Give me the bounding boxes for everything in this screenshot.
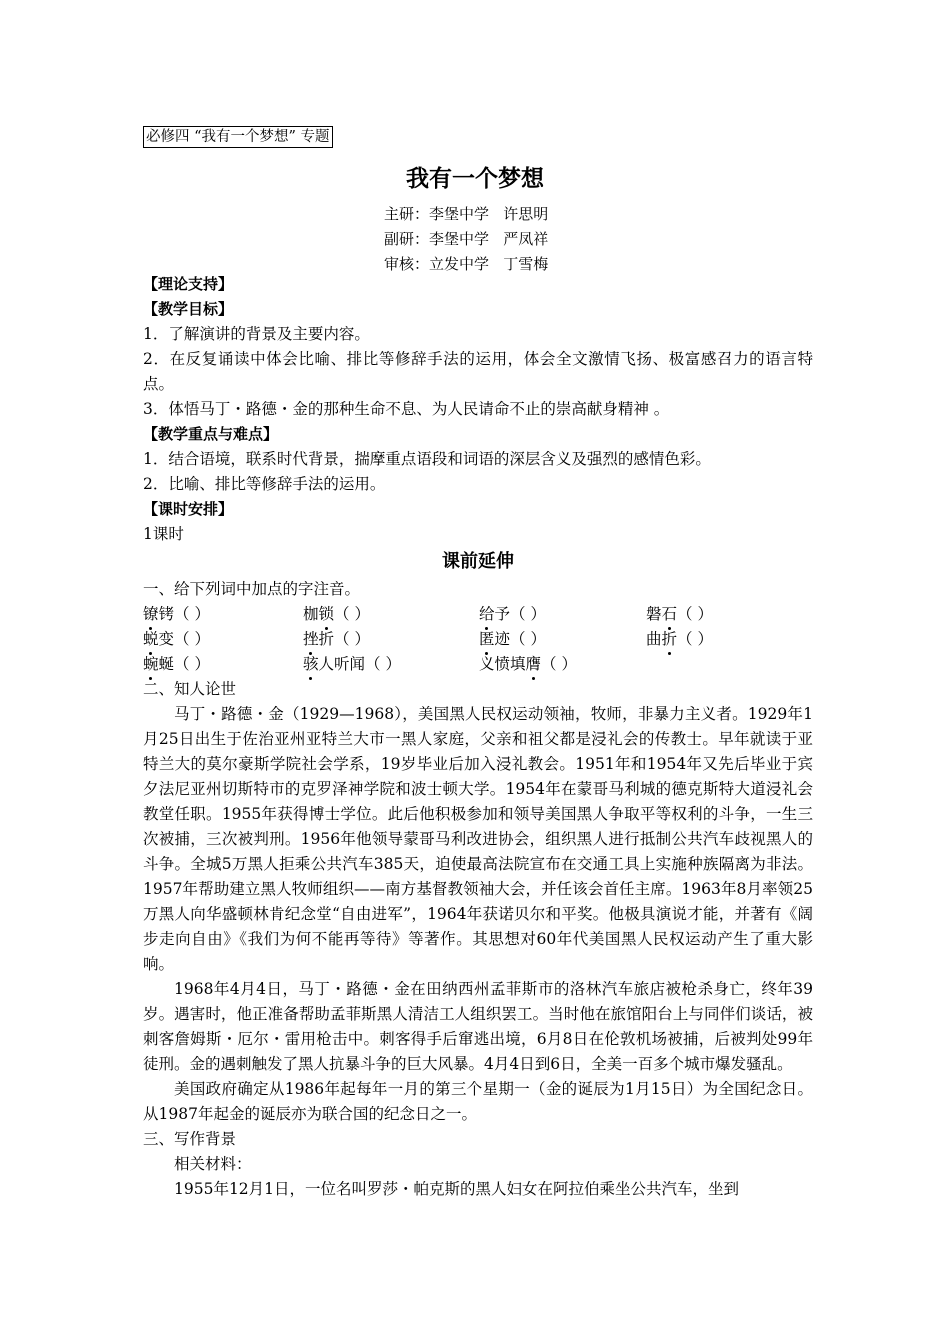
credits-block: [384, 202, 548, 277]
dotted-char: 镣: [143, 602, 159, 627]
dotted-char: 骇: [303, 652, 319, 677]
schedule-text: 1课时: [143, 525, 184, 543]
dotted-char: 锁: [319, 602, 335, 627]
pinyin-word-grid: [143, 602, 813, 677]
document-body: [143, 272, 813, 1202]
theory-heading: 【理论支持】: [143, 275, 234, 293]
background-paragraph: 1955年12月1日，一位名叫罗莎・帕克斯的黑人妇女在阿拉伯乘坐公共汽车，坐到: [174, 1180, 740, 1198]
word-item: 枷锁（ ）: [303, 602, 479, 627]
related-materials-label: 相关材料：: [174, 1155, 252, 1173]
word-item: 蜿蜒（ ）: [143, 652, 303, 677]
goal-item: 3．体悟马丁・路德・金的那种生命不息、为人民请命不止的崇高献身精神 。: [143, 400, 670, 418]
dotted-char: 给: [479, 602, 495, 627]
bio-paragraph: 1968年4月4日，马丁・路德・金在田纳西州孟菲斯市的洛林汽车旅店被枪杀身亡，终年39岁。遇害时，他正准备帮助孟菲斯黑人清洁工人组织罢工。当时他在旅馆阳台上与同伴们谈话，被刺客詹姆斯・厄尔・雷用枪击中。刺客得手后窜逃出境，6月8日在伦敦机场被捕，后被判处99年徒刑。金的遇刺触发了黑人抗暴斗争的巨大风暴。4月4日到6日，全美一百多个城市爆发骚乱。: [143, 980, 813, 1073]
dotted-char: 挫: [303, 627, 319, 652]
schedule-heading: 【课时安排】: [143, 500, 234, 518]
dotted-char: 蜕: [143, 627, 159, 652]
bio-paragraph: 美国政府确定从1986年起每年一月的第三个星期一（金的诞辰为1月15日）为全国纪念日。从1987年起金的诞辰亦为联合国的纪念日之一。: [143, 1080, 813, 1123]
bio-paragraph: 马丁・路德・金（1929—1968），美国黑人民权运动领袖，牧师，非暴力主义者。1929年1月25日出生于佐治亚州亚特兰大市一黑人家庭，父亲和祖父都是浸礼会的传教士。早年就读于亚特兰大的莫尔豪斯学院社会学系，19岁毕业后加入浸礼教会。1951年和1954年又先后毕业于宾夕法尼亚州切斯特市的克罗泽神学院和波士顿大学。1954年在蒙哥马利城的德克斯特大道浸礼会教堂任职。1955年获得博士学位。此后他积极参加和领导美国黑人争取平等权利的斗争，一生三次被捕，三次被判刑。1956年他领导蒙哥马利改进协会，组织黑人进行抵制公共汽车歧视黑人的斗争。全城5万黑人拒乘公共汽车385天，迫使最高法院宣布在交通工具上实施种族隔离为非法。1957年帮助建立黑人牧师组织——南方基督教领袖大会，并任该会首任主席。1963年8月率领25万黑人向华盛顿林肯纪念堂“自由进军”，1964年获诺贝尔和平奖。他极具演说才能，并著有《阔步走向自由》《我们为何不能再等待》等著作。其思想对60年代美国黑人民权运动产生了重大影响。: [143, 705, 813, 973]
page-title: 我有一个梦想: [406, 166, 544, 192]
word-item: 给予（ ）: [479, 602, 646, 627]
word-item: 挫折（ ）: [303, 627, 479, 652]
key-points-heading: 【教学重点与难点】: [143, 425, 279, 443]
word-item: 磐石（ ）: [646, 602, 813, 627]
word-item: 蜕变（ ）: [143, 627, 303, 652]
word-item: 曲折（ ）: [646, 627, 813, 652]
word-item: 骇人听闻（ ）: [303, 652, 479, 677]
credit-associate-researcher: 副研：李堡中学 严凤祥: [384, 230, 549, 248]
question-3: 三、写作背景: [143, 1130, 237, 1148]
topic-label: 必修四 “我有一个梦想” 专题: [143, 126, 333, 148]
goals-heading: 【教学目标】: [143, 300, 234, 318]
credit-reviewer: 审核：立发中学 丁雪梅: [384, 255, 549, 273]
goal-item: 1．了解演讲的背景及主要内容。: [143, 325, 370, 343]
dotted-char: 石: [662, 602, 678, 627]
question-1: 一、给下列词中加点的字注音。: [143, 580, 361, 598]
question-2: 二、知人论世: [143, 680, 237, 698]
dotted-char: 匿: [479, 627, 495, 652]
credit-lead-researcher: 主研：李堡中学 许思明: [384, 205, 549, 223]
word-item: 匿迹（ ）: [479, 627, 646, 652]
dotted-char: 膺: [526, 652, 542, 677]
word-item: 义愤填膺（ ）: [479, 652, 646, 677]
goal-item: 2．在反复诵读中体会比喻、排比等修辞手法的运用，体会全文激情飞扬、极富感召力的语言特点。: [143, 350, 813, 393]
dotted-char: 折: [662, 627, 678, 652]
key-point-item: 2．比喻、排比等修辞手法的运用。: [143, 475, 386, 493]
key-point-item: 1．结合语境，联系时代背景，揣摩重点语段和词语的深层含义及强烈的感情色彩。: [143, 450, 711, 468]
word-item: 镣铐（ ）: [143, 602, 303, 627]
dotted-char: 蜿: [143, 652, 159, 677]
preclass-title: 课前延伸: [442, 551, 514, 572]
